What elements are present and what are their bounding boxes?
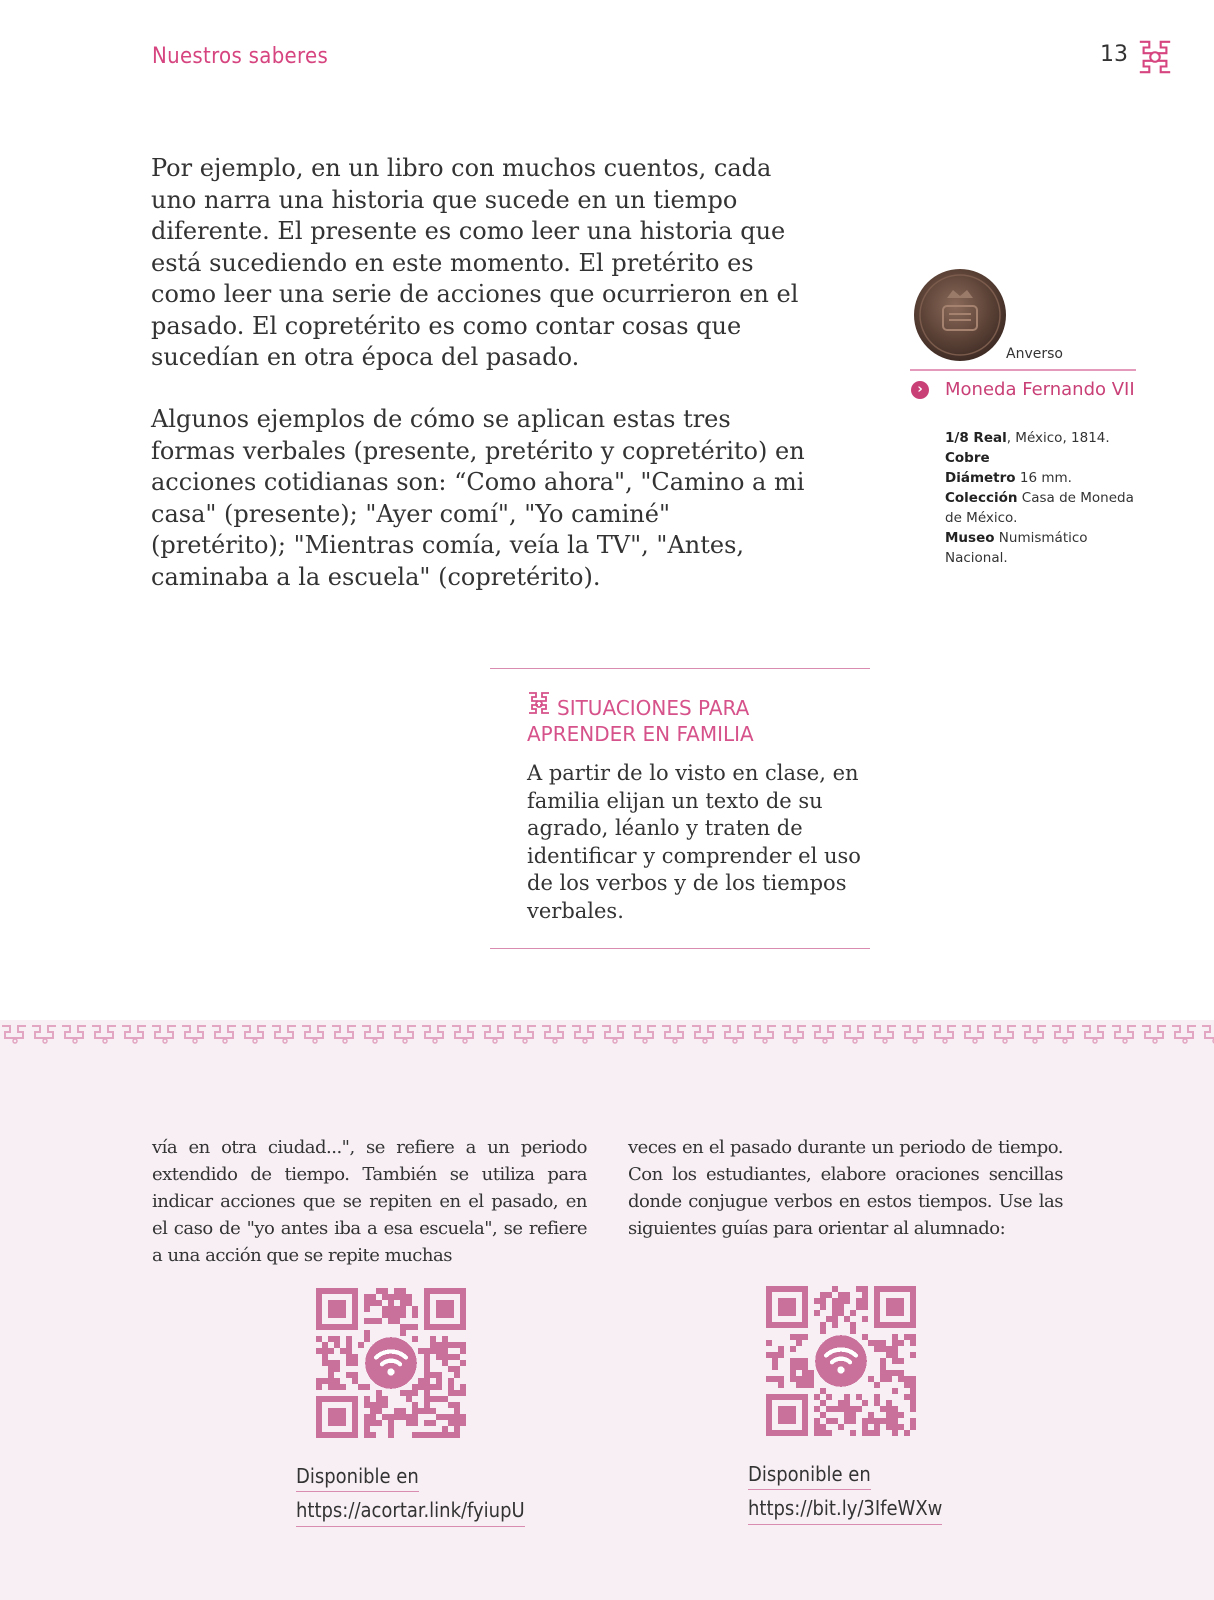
resource-link-1 xyxy=(296,1464,525,1527)
coin-image xyxy=(913,268,1007,362)
coin-museum-cont: Nacional. xyxy=(945,550,1008,566)
chevron-right-icon: › xyxy=(911,381,929,399)
coin-material: Cobre xyxy=(945,450,990,466)
coin-divider xyxy=(910,369,1136,371)
teacher-notes-left: vía en otra ciudad...", se refiere a un periodo extendido de tiempo. También se utiliza para indicar acciones que se repiten en el pasado, en el caso de "yo antes iba a esa escuela", se refiere a una acción que se repite muchas xyxy=(152,1137,587,1266)
resource-label: Disponible en xyxy=(748,1462,871,1490)
section-title: Nuestros saberes xyxy=(152,44,329,69)
box-top-rule xyxy=(490,668,870,669)
coin-caption: Anverso xyxy=(1006,346,1063,362)
paragraph-daily-examples: Algunos ejemplos de cómo se aplican estas tres formas verbales (presente, pretérito y copretérito) en acciones cotidianas son: “Como ahora", "Camino a mi casa" (presente); "Ayer comí", "Yo caminé" (pretérito); "Mientras comía, veía la TV", "Antes, caminaba a la escuela" (copretérito). xyxy=(151,405,805,591)
coin-diameter: Diámetro 16 mm. xyxy=(945,470,1072,486)
resource-url[interactable]: https://acortar.link/fyiupU xyxy=(296,1498,525,1527)
ornament-icon xyxy=(1136,38,1174,76)
qr-code[interactable] xyxy=(316,1288,466,1438)
paragraph-tenses-example: Por ejemplo, en un libro con muchos cuentos, cada uno narra una historia que sucede en un tiempo diferente. El presente es como leer una historia que está sucediendo en este momento. El pretérito es como leer una serie de acciones que ocurrieron en el pasado. El copretérito es como contar cosas que sucedían en otra época del pasado. xyxy=(151,154,799,371)
coin-collection-cont: de México. xyxy=(945,510,1018,526)
resource-link-2 xyxy=(748,1462,942,1525)
coin-collection: Colección Casa de Moneda xyxy=(945,490,1134,506)
teacher-notes-right: veces en el pasado durante un periodo de tiempo. Con los estudiantes, elabore oraciones sencillas donde conjugue verbos en estos tiempos. Use las siguientes guías para orientar al alumnado: xyxy=(628,1137,1063,1239)
family-box-heading: SITUACIONES PARA APRENDER EN FAMILIA xyxy=(527,696,754,746)
box-bottom-rule xyxy=(490,948,870,949)
greca-border xyxy=(0,1020,1214,1046)
resource-url[interactable]: https://bit.ly/3IfeWXw xyxy=(748,1496,942,1525)
coin-denomination: 1/8 Real, México, 1814. xyxy=(945,430,1110,446)
family-box-body: A partir de lo visto en clase, en familia elijan un texto de su agrado, léanlo y traten de identificar y comprender el uso de los verbos y de los tiempos verbales. xyxy=(527,761,861,923)
coin-details xyxy=(945,428,1145,568)
qr-code[interactable] xyxy=(766,1286,916,1436)
teacher-notes-band xyxy=(0,1020,1214,1600)
coin-title: Moneda Fernando VII xyxy=(945,379,1135,400)
coin-museum: Museo Numismático xyxy=(945,530,1088,546)
resource-label: Disponible en xyxy=(296,1464,419,1492)
page-number: 13 xyxy=(1100,42,1128,67)
